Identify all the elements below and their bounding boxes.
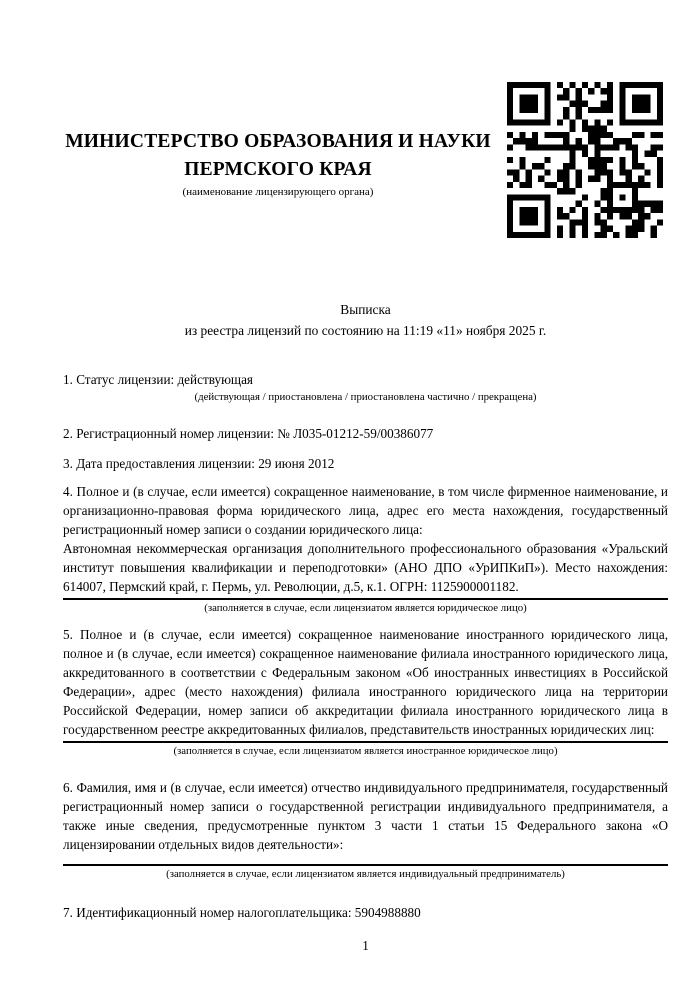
item-license-status: [63, 370, 668, 404]
item-registration-number: 2. Регистрационный номер лицензии: № Л035-01212-59/00386077: [63, 426, 434, 441]
page-number: 1: [362, 938, 369, 953]
legal-entity-note: (заполняется в случае, если лицензиатом является юридическое лицо): [204, 602, 527, 614]
item-individual-entrepreneur: [63, 778, 668, 881]
individual-entrepreneur-fill-line: [63, 864, 668, 866]
document-title-line1: Выписка: [340, 302, 391, 317]
legal-entity-label: 4. Полное и (в случае, если имеется) сокращенное наименование, в том числе фирменное наименование, и организационно-правовая форма юридического лица, адрес его места нахождения, государственный регистрационный номер записи о создании юридического лица:: [63, 484, 668, 537]
document-title-line2: из реестра лицензий по состоянию на 11:19 «11» ноября 2025 г.: [184, 323, 547, 338]
item-legal-entity: [63, 482, 668, 615]
individual-entrepreneur-note: (заполняется в случае, если лицензиатом является индивидуальный предприниматель): [166, 868, 565, 880]
foreign-entity-label: 5. Полное и (в случае, если имеется) сокращенное наименование иностранного юридического лица, полное и (в случае, если имеется) сокращенное наименование филиала иностранного юридического лица, аккредитованного в соответствии с Федеральным законом «Об иностранных инвестициях в Российской Федерации», адрес (место нахождения) филиала иностранного юридического лица на территории Российской Федерации, номер записи об аккредитации филиала иностранного юридического лица в государственном реестре аккредитованных филиалов, представительств иностранных юридических лиц:: [63, 627, 668, 737]
document-body: [63, 0, 668, 956]
foreign-entity-fill-line: [63, 741, 668, 743]
authority-name-note: (наименование лицензирующего органа): [182, 186, 374, 198]
item-grant-date: 3. Дата предоставления лицензии: 29 июня 2012: [63, 456, 335, 471]
license-status-options-note: (действующая / приостановлена / приостановлена частично / прекращена): [194, 391, 537, 403]
license-status-text: 1. Статус лицензии: действующая: [63, 372, 254, 387]
item-taxpayer-id: 7. Идентификационный номер налогоплательщика: 5904988880: [63, 905, 421, 920]
individual-entrepreneur-label: 6. Фамилия, имя и (в случае, если имеется) отчество индивидуального предпринимателя, государственный регистрационный номер записи о государственной регистрации индивидуального предпринимателя, а также иные сведения, предусмотренные пунктом 3 части 1 статьи 15 Федерального закона «О лицензировании отдельных видов деятельности»:: [63, 780, 668, 852]
document-title: [63, 299, 668, 341]
foreign-entity-note: (заполняется в случае, если лицензиатом является иностранное юридическое лицо): [173, 745, 558, 757]
ministry-name-line1: МИНИСТЕРСТВО ОБРАЗОВАНИЯ И НАУКИ: [65, 131, 491, 152]
legal-entity-fill-line: [63, 598, 668, 600]
item-foreign-entity: [63, 625, 668, 758]
ministry-name-line2: ПЕРМСКОГО КРАЯ: [184, 158, 372, 180]
legal-entity-value: Автономная некоммерческая организация дополнительного профессионального образования «Уральский институт повышения квалификации и переподготовки» (АНО ДПО «УрИПКиП»). Место нахождения: 614007, Пермский край, г. Пермь, ул. Революции, д.5, к.1. ОГРН: 1125900001182.: [63, 541, 668, 594]
